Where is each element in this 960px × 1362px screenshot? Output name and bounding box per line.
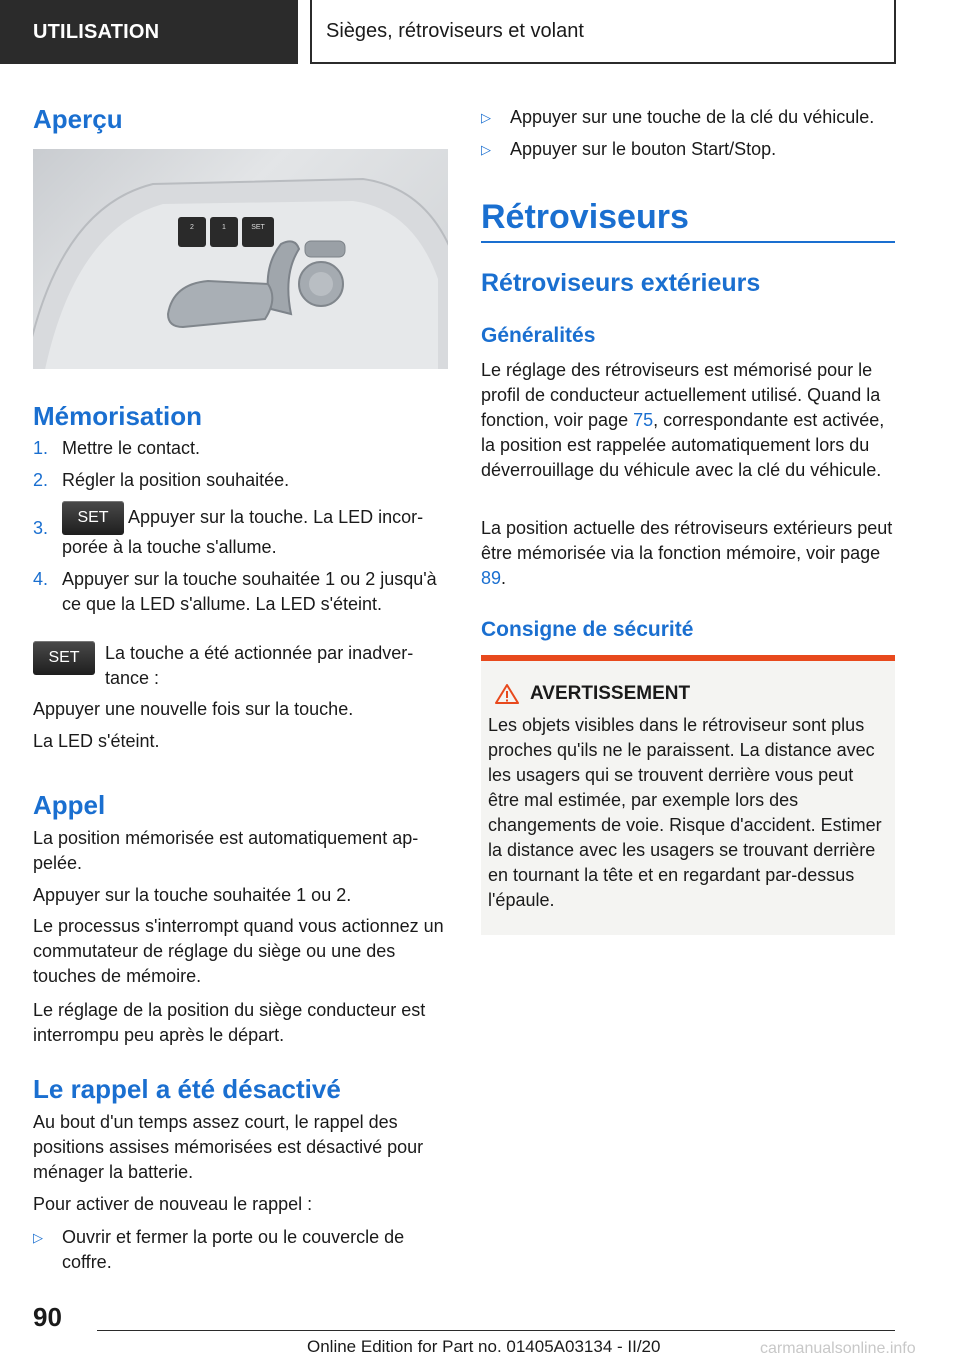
photo-button-2-label: 2	[190, 224, 194, 231]
text-part: .	[501, 568, 507, 588]
generalites-p2	[481, 516, 895, 591]
triangle-bullet-icon: ▷	[481, 110, 491, 125]
page-link-75[interactable]: 75	[633, 410, 654, 430]
step-2	[33, 468, 449, 493]
apercu-heading: Aperçu	[33, 104, 123, 134]
step-number: 2.	[33, 470, 49, 490]
photo-button-1-label: 1	[222, 224, 226, 231]
step-4	[33, 567, 449, 617]
retroviseurs-heading: Rétroviseurs	[481, 198, 689, 236]
step-1	[33, 436, 449, 461]
bullet-text: Ouvrir et fermer la porte ou le couvercle de coffre.	[62, 1227, 405, 1272]
heading-rule	[481, 241, 895, 243]
exterieurs-heading: Rétroviseurs extérieurs	[481, 269, 761, 297]
seat-panel-illustration	[33, 149, 448, 369]
step-text: Régler la position souhaitée.	[62, 470, 290, 490]
memorisation-p1: Appuyer une nouvelle fois sur la touche.	[33, 699, 354, 719]
warning-title: AVERTISSEMENT	[530, 683, 691, 704]
triangle-bullet-icon: ▷	[481, 142, 491, 157]
section-label: UTILISATION	[33, 20, 160, 43]
step-3	[33, 501, 449, 560]
memorisation-heading: Mémorisation	[33, 401, 203, 431]
warning-text: Les objets visibles dans le rétroviseur sont plus proches qu'ils ne le paraissent. La distance avec les usagers qui se trouvent derrière vous peut être mal estimée, par exemple lors des changements de voie. Risque d'accident. Estimer la distance avec les usagers se trouvant derrière en tournant la tête et en regardant par-dessus l'épaule.	[488, 715, 882, 910]
memorisation-p2: La LED s'éteint.	[33, 731, 160, 751]
set-button-icon: SET	[33, 641, 95, 675]
bullet-text: Appuyer sur une touche de la clé du véhicule.	[510, 107, 875, 127]
step-text: Appuyer sur la touche. La LED incorporée à la touche s'allume.	[62, 506, 424, 557]
page-number: 90	[33, 1302, 62, 1332]
memorisation-steps	[33, 436, 449, 617]
bullet-start-stop	[481, 137, 895, 162]
appel-p1: La position mémorisée est automatiquement appelée.	[33, 828, 419, 873]
generalites-p1	[481, 358, 897, 483]
right-bullets	[481, 105, 895, 162]
step-number: 3.	[33, 518, 49, 538]
text-part: Le réglage des rétroviseurs est mémorisé pour le profil de conducteur actuellement utilisé. Quand la fonction, voir page	[481, 360, 881, 430]
consigne-heading: Consigne de sécurité	[481, 618, 694, 641]
watermark: carmanualsonline.info	[760, 1340, 916, 1357]
appel-p2: Appuyer sur la touche souhaitée 1 ou 2.	[33, 885, 352, 905]
bullet-key	[481, 105, 895, 130]
bullet-text: Appuyer sur le bouton Start/Stop.	[510, 139, 777, 159]
warning-title-row	[488, 683, 885, 705]
section-tab	[0, 0, 298, 64]
footer-rule	[97, 1330, 895, 1331]
warning-triangle-icon	[494, 683, 520, 705]
text-part: , correspondante est activée, la position est rappelée automatiquement lors du déverrouillage du véhicule avec la clé du véhicule.	[481, 410, 885, 480]
rappel-p2: Pour activer de nouveau le rappel :	[33, 1194, 313, 1214]
chapter-label: Sièges, rétroviseurs et volant	[326, 19, 584, 42]
chapter-tab	[310, 0, 896, 64]
appel-p4: Le réglage de la position du siège conducteur est interrompu peu après le départ.	[33, 1000, 426, 1045]
step-number: 4.	[33, 569, 49, 589]
appel-heading: Appel	[33, 790, 106, 820]
triangle-bullet-icon: ▷	[33, 1230, 43, 1245]
rappel-bullet	[33, 1225, 449, 1275]
seat-memory-photo	[33, 149, 448, 369]
rappel-heading: Le rappel a été désactivé	[33, 1074, 341, 1104]
appel-p3: Le processus s'interrompt quand vous actionnez un commutateur de réglage du siège ou une des touches de mémoire.	[33, 916, 444, 986]
photo-button-set-label: SET	[251, 224, 265, 231]
step-number: 1.	[33, 438, 49, 458]
note-text: La touche a été actionnée par inadvertance :	[105, 643, 414, 688]
note-block	[33, 641, 449, 691]
warning-box	[481, 655, 895, 935]
set-button-icon: SET	[62, 501, 124, 535]
text-part: La position actuelle des rétroviseurs extérieurs peut être mémorisée via la fonction mémoire, voir page	[481, 518, 893, 563]
step-text: Appuyer sur la touche souhaitée 1 ou 2 jusqu'à ce que la LED s'allume. La LED s'éteint.	[62, 569, 437, 614]
page-link-89[interactable]: 89	[481, 568, 502, 588]
step-text: Mettre le contact.	[62, 438, 201, 458]
generalites-heading: Généralités	[481, 324, 596, 347]
edition-text: Online Edition for Part no. 01405A03134 - II/20	[307, 1337, 661, 1356]
rappel-p1: Au bout d'un temps assez court, le rappel des positions assises mémorisées est désactivé pour ménager la batterie.	[33, 1112, 424, 1182]
